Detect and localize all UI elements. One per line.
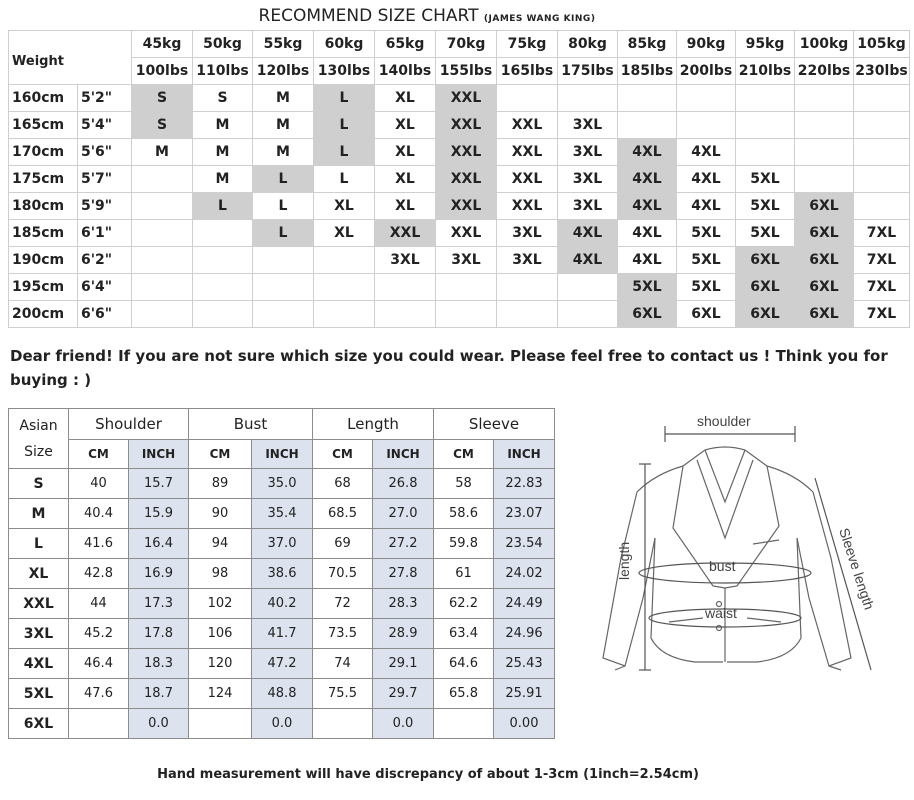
size-cell: M — [193, 166, 253, 193]
size-cell: XL — [375, 193, 436, 220]
height-row — [9, 247, 910, 274]
unit-header: INCH — [494, 440, 555, 469]
measure-value-cell: 89 — [189, 469, 252, 499]
measure-value-cell — [189, 709, 252, 739]
asian-size-cell: 4XL — [9, 649, 69, 679]
asian-size-cell: M — [9, 499, 69, 529]
measurement-row — [9, 559, 555, 589]
measure-value-cell: 16.9 — [129, 559, 189, 589]
unit-header: CM — [434, 440, 494, 469]
size-cell — [132, 220, 193, 247]
measure-value-cell: 22.83 — [494, 469, 555, 499]
measure-value-cell: 41.7 — [252, 619, 313, 649]
size-cell: XXL — [436, 112, 497, 139]
size-cell: XL — [375, 112, 436, 139]
height-inch-cell: 6'2" — [78, 247, 132, 274]
size-cell: 3XL — [558, 139, 618, 166]
size-cell — [193, 247, 253, 274]
height-row — [9, 85, 910, 112]
unit-header: INCH — [129, 440, 189, 469]
measure-value-cell: 68.5 — [313, 499, 373, 529]
size-cell: 4XL — [618, 166, 677, 193]
measure-value-cell: 0.00 — [494, 709, 555, 739]
weight-kg-header: 95kg — [736, 31, 795, 58]
size-cell — [795, 112, 854, 139]
measure-value-cell: 0.0 — [252, 709, 313, 739]
size-cell: 4XL — [558, 220, 618, 247]
weight-lbs-header: 120lbs — [253, 58, 314, 85]
size-cell — [558, 301, 618, 328]
size-cell: 5XL — [736, 166, 795, 193]
size-cell: XXL — [497, 166, 558, 193]
size-cell — [677, 112, 736, 139]
length-label: length — [616, 541, 632, 580]
size-cell — [436, 301, 497, 328]
weight-lbs-header: 165lbs — [497, 58, 558, 85]
size-cell: 7XL — [854, 247, 910, 274]
measure-value-cell: 18.7 — [129, 679, 189, 709]
weight-kg-header: 65kg — [375, 31, 436, 58]
size-cell: 4XL — [677, 166, 736, 193]
weight-corner-label: Weight — [12, 54, 64, 69]
measure-value-cell: 0.0 — [129, 709, 189, 739]
size-cell: XL — [375, 139, 436, 166]
size-cell: 7XL — [854, 220, 910, 247]
size-cell: M — [253, 85, 314, 112]
title-brand: (JAMES WANG KING) — [483, 14, 596, 24]
height-cm-cell: 160cm — [9, 85, 78, 112]
size-cell — [736, 139, 795, 166]
size-cell: XL — [314, 220, 375, 247]
size-cell — [193, 274, 253, 301]
measure-value-cell: 47.6 — [69, 679, 129, 709]
measurement-row — [9, 589, 555, 619]
size-cell: L — [314, 166, 375, 193]
height-row — [9, 301, 910, 328]
measure-value-cell: 70.5 — [313, 559, 373, 589]
measure-value-cell: 23.07 — [494, 499, 555, 529]
size-cell — [497, 85, 558, 112]
sleeve-length-label: Sleeve length — [836, 525, 878, 612]
weight-lbs-header: 230lbs — [854, 58, 910, 85]
size-cell: L — [314, 139, 375, 166]
height-row — [9, 220, 910, 247]
height-row — [9, 112, 910, 139]
weight-lbs-header: 130lbs — [314, 58, 375, 85]
recommend-size-table — [8, 30, 910, 328]
measure-value-cell: 59.8 — [434, 529, 494, 559]
size-cell: XL — [375, 85, 436, 112]
asian-size-cell: 5XL — [9, 679, 69, 709]
weight-lbs-header: 175lbs — [558, 58, 618, 85]
unit-header: CM — [313, 440, 373, 469]
size-cell — [795, 166, 854, 193]
size-cell: 5XL — [736, 193, 795, 220]
measure-value-cell: 35.0 — [252, 469, 313, 499]
size-cell: M — [193, 112, 253, 139]
measure-value-cell: 17.8 — [129, 619, 189, 649]
weight-lbs-header: 220lbs — [795, 58, 854, 85]
measure-value-cell: 15.9 — [129, 499, 189, 529]
size-cell — [375, 274, 436, 301]
size-cell: 3XL — [497, 220, 558, 247]
shoulder-label: shoulder — [697, 413, 751, 429]
size-cell: M — [253, 112, 314, 139]
measure-value-cell: 124 — [189, 679, 252, 709]
size-cell: 5XL — [736, 220, 795, 247]
measure-value-cell: 24.96 — [494, 619, 555, 649]
size-cell — [253, 274, 314, 301]
height-cm-cell: 195cm — [9, 274, 78, 301]
size-cell — [375, 301, 436, 328]
measure-value-cell: 61 — [434, 559, 494, 589]
measure-value-cell: 40.2 — [252, 589, 313, 619]
measure-value-cell: 63.4 — [434, 619, 494, 649]
measure-value-cell: 68 — [313, 469, 373, 499]
unit-header: INCH — [373, 440, 434, 469]
weight-lbs-header: 110lbs — [193, 58, 253, 85]
size-cell: 6XL — [618, 301, 677, 328]
measurement-row — [9, 499, 555, 529]
size-cell: 6XL — [795, 247, 854, 274]
size-cell: XXL — [436, 193, 497, 220]
measurement-row — [9, 649, 555, 679]
measure-value-cell: 90 — [189, 499, 252, 529]
size-cell — [854, 85, 910, 112]
size-cell: L — [253, 166, 314, 193]
weight-kg-header: 75kg — [497, 31, 558, 58]
height-inch-cell: 5'7" — [78, 166, 132, 193]
measure-value-cell: 45.2 — [69, 619, 129, 649]
footer-note: Hand measurement will have discrepancy of about 1-3cm (1inch=2.54cm) — [157, 767, 699, 782]
height-row — [9, 139, 910, 166]
size-cell — [314, 247, 375, 274]
size-cell — [253, 301, 314, 328]
height-inch-cell: 6'1" — [78, 220, 132, 247]
measure-value-cell: 29.1 — [373, 649, 434, 679]
asian-size-cell: 3XL — [9, 619, 69, 649]
size-cell — [314, 274, 375, 301]
asian-label: Asian — [19, 417, 58, 434]
height-cm-cell: 200cm — [9, 301, 78, 328]
size-cell — [558, 274, 618, 301]
size-cell: XXL — [497, 112, 558, 139]
measure-value-cell: 18.3 — [129, 649, 189, 679]
size-cell: 3XL — [558, 193, 618, 220]
size-cell — [795, 139, 854, 166]
size-cell — [193, 301, 253, 328]
bust-label: bust — [709, 558, 736, 574]
height-inch-cell: 5'4" — [78, 112, 132, 139]
size-cell — [314, 301, 375, 328]
size-cell: 4XL — [677, 193, 736, 220]
size-cell: 3XL — [558, 166, 618, 193]
size-cell — [854, 193, 910, 220]
asian-size-cell: 6XL — [9, 709, 69, 739]
asian-size-cell: XL — [9, 559, 69, 589]
measure-value-cell: 40.4 — [69, 499, 129, 529]
size-cell: 6XL — [795, 220, 854, 247]
weight-lbs-header: 155lbs — [436, 58, 497, 85]
size-cell — [795, 85, 854, 112]
size-cell: L — [193, 193, 253, 220]
measure-value-cell: 98 — [189, 559, 252, 589]
size-cell: M — [132, 139, 193, 166]
size-cell: 5XL — [677, 247, 736, 274]
size-cell: 4XL — [618, 247, 677, 274]
note-text: Dear friend! If you are not sure which size you could wear. Please feel free to contact us ! Think you for buying : ) — [10, 347, 888, 389]
size-cell — [854, 139, 910, 166]
weight-lbs-header: 140lbs — [375, 58, 436, 85]
size-cell: 6XL — [795, 193, 854, 220]
height-cm-cell: 170cm — [9, 139, 78, 166]
size-cell: XXL — [497, 193, 558, 220]
measure-value-cell: 74 — [313, 649, 373, 679]
height-cm-cell: 190cm — [9, 247, 78, 274]
weight-kg-header: 100kg — [795, 31, 854, 58]
height-inch-cell: 6'6" — [78, 301, 132, 328]
weight-kg-header: 80kg — [558, 31, 618, 58]
size-cell: L — [253, 220, 314, 247]
measure-value-cell: 47.2 — [252, 649, 313, 679]
size-cell: S — [193, 85, 253, 112]
measure-value-cell: 27.8 — [373, 559, 434, 589]
measure-value-cell: 41.6 — [69, 529, 129, 559]
height-inch-cell: 5'6" — [78, 139, 132, 166]
measure-value-cell — [434, 709, 494, 739]
size-cell: 3XL — [436, 247, 497, 274]
measurement-row — [9, 469, 555, 499]
size-cell: M — [253, 139, 314, 166]
measurement-table — [8, 408, 555, 739]
size-cell: L — [314, 112, 375, 139]
size-cell — [132, 274, 193, 301]
size-cell — [132, 247, 193, 274]
size-cell: 7XL — [854, 301, 910, 328]
size-cell: XXL — [436, 139, 497, 166]
waist-label: waist — [705, 605, 737, 621]
size-cell — [854, 166, 910, 193]
size-cell: XXL — [436, 166, 497, 193]
size-cell: 7XL — [854, 274, 910, 301]
measure-value-cell: 62.2 — [434, 589, 494, 619]
measure-value-cell: 102 — [189, 589, 252, 619]
size-cell — [736, 112, 795, 139]
weight-lbs-header: 200lbs — [677, 58, 736, 85]
size-cell: XXL — [497, 139, 558, 166]
unit-header: CM — [189, 440, 252, 469]
size-cell: 3XL — [497, 247, 558, 274]
height-cm-cell: 180cm — [9, 193, 78, 220]
measure-value-cell: 35.4 — [252, 499, 313, 529]
size-cell: 4XL — [618, 220, 677, 247]
measurement-row — [9, 529, 555, 559]
size-cell — [854, 112, 910, 139]
size-cell: 5XL — [677, 220, 736, 247]
measure-value-cell: 44 — [69, 589, 129, 619]
size-cell — [132, 301, 193, 328]
measure-value-cell: 24.49 — [494, 589, 555, 619]
size-cell: 6XL — [736, 274, 795, 301]
measure-value-cell — [313, 709, 373, 739]
measure-value-cell: 72 — [313, 589, 373, 619]
weight-kg-header: 45kg — [132, 31, 193, 58]
size-cell: XXL — [375, 220, 436, 247]
measure-value-cell: 58 — [434, 469, 494, 499]
measure-value-cell: 94 — [189, 529, 252, 559]
size-cell: 4XL — [558, 247, 618, 274]
size-cell: 5XL — [618, 274, 677, 301]
size-cell: 6XL — [795, 274, 854, 301]
measure-value-cell: 38.6 — [252, 559, 313, 589]
asian-size-header — [9, 409, 69, 469]
weight-kg-header: 55kg — [253, 31, 314, 58]
size-cell: 4XL — [618, 139, 677, 166]
measure-value-cell: 28.9 — [373, 619, 434, 649]
measure-value-cell: 27.0 — [373, 499, 434, 529]
size-cell — [618, 85, 677, 112]
jacket-measurement-diagram — [585, 408, 885, 704]
measure-value-cell: 25.91 — [494, 679, 555, 709]
height-cm-cell: 175cm — [9, 166, 78, 193]
measurement-row — [9, 679, 555, 709]
measure-group-header: Shoulder — [69, 409, 189, 440]
size-cell — [132, 166, 193, 193]
size-cell: 6XL — [795, 301, 854, 328]
size-cell — [497, 274, 558, 301]
measure-value-cell: 25.43 — [494, 649, 555, 679]
measure-value-cell: 120 — [189, 649, 252, 679]
size-cell — [558, 85, 618, 112]
height-inch-cell: 5'9" — [78, 193, 132, 220]
measure-value-cell: 23.54 — [494, 529, 555, 559]
measure-group-header: Sleeve — [434, 409, 555, 440]
size-cell: 5XL — [677, 274, 736, 301]
size-cell: M — [193, 139, 253, 166]
weight-lbs-header: 100lbs — [132, 58, 193, 85]
height-cm-cell: 165cm — [9, 112, 78, 139]
size-cell: XXL — [436, 85, 497, 112]
weight-lbs-header: 185lbs — [618, 58, 677, 85]
unit-header: CM — [69, 440, 129, 469]
measure-value-cell: 40 — [69, 469, 129, 499]
asian-size-cell: L — [9, 529, 69, 559]
weight-kg-header: 70kg — [436, 31, 497, 58]
size-cell — [618, 112, 677, 139]
measure-value-cell: 27.2 — [373, 529, 434, 559]
asian-size-cell: S — [9, 469, 69, 499]
weight-kg-header: 60kg — [314, 31, 375, 58]
size-cell: XXL — [436, 220, 497, 247]
size-cell: 3XL — [558, 112, 618, 139]
size-cell: L — [253, 193, 314, 220]
measure-value-cell: 29.7 — [373, 679, 434, 709]
weight-kg-header: 50kg — [193, 31, 253, 58]
size-cell: XL — [375, 166, 436, 193]
weight-kg-header: 90kg — [677, 31, 736, 58]
measure-value-cell: 64.6 — [434, 649, 494, 679]
measure-value-cell: 75.5 — [313, 679, 373, 709]
measure-value-cell: 15.7 — [129, 469, 189, 499]
measure-value-cell: 42.8 — [69, 559, 129, 589]
measurement-row — [9, 619, 555, 649]
measure-value-cell: 0.0 — [373, 709, 434, 739]
measure-group-header: Length — [313, 409, 434, 440]
size-cell — [132, 193, 193, 220]
measure-value-cell: 58.6 — [434, 499, 494, 529]
measure-value-cell: 106 — [189, 619, 252, 649]
size-cell — [736, 85, 795, 112]
measure-value-cell — [69, 709, 129, 739]
weight-kg-header: 85kg — [618, 31, 677, 58]
size-label: Size — [24, 443, 53, 460]
height-cm-cell: 185cm — [9, 220, 78, 247]
size-cell: 4XL — [618, 193, 677, 220]
size-cell: XL — [314, 193, 375, 220]
measure-value-cell: 73.5 — [313, 619, 373, 649]
title-main: RECOMMEND SIZE CHART — [258, 6, 479, 26]
height-row — [9, 274, 910, 301]
height-row — [9, 166, 910, 193]
size-cell: 6XL — [736, 301, 795, 328]
height-row — [9, 193, 910, 220]
measure-value-cell: 24.02 — [494, 559, 555, 589]
size-cell — [497, 301, 558, 328]
measure-value-cell: 26.8 — [373, 469, 434, 499]
size-cell — [253, 247, 314, 274]
size-cell: 6XL — [677, 301, 736, 328]
size-cell: 3XL — [375, 247, 436, 274]
measure-value-cell: 28.3 — [373, 589, 434, 619]
height-inch-cell: 5'2" — [78, 85, 132, 112]
measure-value-cell: 17.3 — [129, 589, 189, 619]
weight-corner-cell — [9, 31, 132, 85]
weight-kg-header: 105kg — [854, 31, 910, 58]
chart-title — [0, 6, 854, 26]
measure-value-cell: 69 — [313, 529, 373, 559]
size-cell — [677, 85, 736, 112]
size-cell — [193, 220, 253, 247]
asian-size-cell: XXL — [9, 589, 69, 619]
size-cell: S — [132, 112, 193, 139]
measure-group-header: Bust — [189, 409, 313, 440]
measurement-row — [9, 709, 555, 739]
size-cell — [436, 274, 497, 301]
size-cell: S — [132, 85, 193, 112]
measure-value-cell: 65.8 — [434, 679, 494, 709]
size-cell: 4XL — [677, 139, 736, 166]
weight-lbs-header: 210lbs — [736, 58, 795, 85]
measure-value-cell: 16.4 — [129, 529, 189, 559]
size-cell: 6XL — [736, 247, 795, 274]
measure-value-cell: 48.8 — [252, 679, 313, 709]
height-inch-cell: 6'4" — [78, 274, 132, 301]
size-cell: L — [314, 85, 375, 112]
unit-header: INCH — [252, 440, 313, 469]
measure-value-cell: 46.4 — [69, 649, 129, 679]
measure-value-cell: 37.0 — [252, 529, 313, 559]
